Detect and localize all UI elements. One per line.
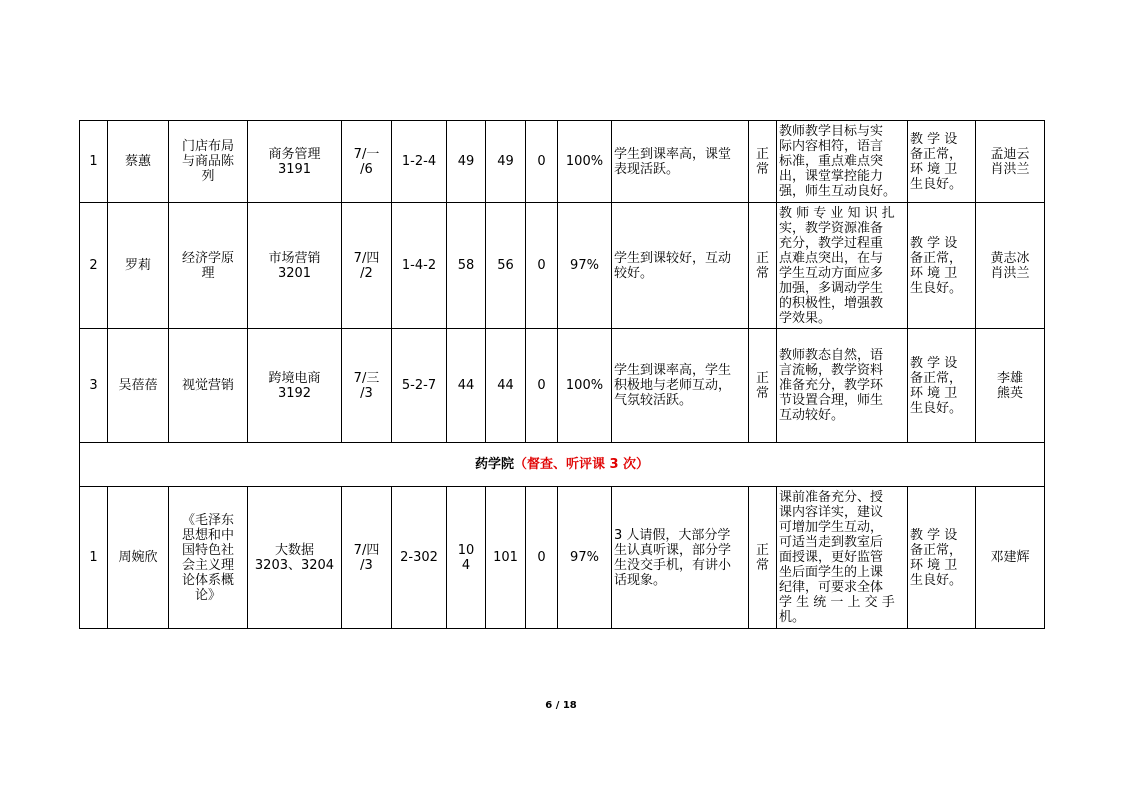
- classroom: 5-2-7: [392, 329, 447, 443]
- teaching-evaluation: 课前准备充分、授 课内容详实，建议 可增加学生互动， 可适当走到教室后 面授课，更好监管 坐后面学生的上课 纪律，可要求全体 学 生 统 一 上 交 手 机。: [777, 487, 908, 629]
- class-status: 正常: [755, 250, 769, 281]
- teacher-name: 罗莉: [108, 203, 169, 329]
- class-status-cell: [749, 329, 777, 443]
- row-number: 1: [80, 487, 108, 629]
- absent-count: 0: [526, 329, 558, 443]
- classroom: 2-302: [392, 487, 447, 629]
- inspector-names: 黄志冰 肖洪兰: [976, 203, 1045, 329]
- row-number: 2: [80, 203, 108, 329]
- class-time: 7/四 /2: [342, 203, 392, 329]
- environment-status: 教 学 设 备正常， 环 境 卫 生良好。: [908, 487, 976, 629]
- inspector-names: 孟迪云 肖洪兰: [976, 121, 1045, 203]
- class-time: 7/三 /3: [342, 329, 392, 443]
- environment-status: 教 学 设 备正常， 环 境 卫 生良好。: [908, 329, 976, 443]
- teaching-evaluation: 教师教学目标与实 际内容相符，语言 标准，重点难点突 出，课堂掌控能力 强，师生互动良好。: [777, 121, 908, 203]
- class-name: 市场营销 3201: [248, 203, 342, 329]
- attendance-rate: 100%: [558, 121, 612, 203]
- attendance-rate: 97%: [558, 203, 612, 329]
- class-time: 7/一 /6: [342, 121, 392, 203]
- course-name: 经济学原 理: [169, 203, 248, 329]
- classroom: 1-2-4: [392, 121, 447, 203]
- class-status-cell: [749, 487, 777, 629]
- inspector-names: 邓建辉: [976, 487, 1045, 629]
- class-time: 7/四 /3: [342, 487, 392, 629]
- environment-status: 教 学 设 备正常， 环 境 卫 生良好。: [908, 121, 976, 203]
- class-status-cell: [749, 203, 777, 329]
- section-note: （督查、听评课 3 次）: [513, 457, 650, 472]
- environment-status: 教 学 设 备正常， 环 境 卫 生良好。: [908, 203, 976, 329]
- actual-count: 101: [486, 487, 526, 629]
- class-name: 大数据 3203、3204: [248, 487, 342, 629]
- teacher-name: 吴蓓蓓: [108, 329, 169, 443]
- class-status-cell: [749, 121, 777, 203]
- absent-count: 0: [526, 203, 558, 329]
- study-situation: 3 人请假，大部分学 生认真听课，部分学 生没交手机，有讲小 话现象。: [612, 487, 749, 629]
- classroom: 1-4-2: [392, 203, 447, 329]
- actual-count: 49: [486, 121, 526, 203]
- inspection-table: [79, 120, 1045, 629]
- expected-count: 10 4: [447, 487, 486, 629]
- course-name: 门店布局 与商品陈 列: [169, 121, 248, 203]
- class-name: 商务管理 3191: [248, 121, 342, 203]
- course-name: 视觉营销: [169, 329, 248, 443]
- class-status: 正常: [755, 542, 769, 573]
- table-row: [80, 203, 1045, 329]
- teacher-name: 周婉欣: [108, 487, 169, 629]
- expected-count: 58: [447, 203, 486, 329]
- row-number: 3: [80, 329, 108, 443]
- actual-count: 44: [486, 329, 526, 443]
- absent-count: 0: [526, 487, 558, 629]
- teaching-evaluation: 教师教态自然，语 言流畅，教学资料 准备充分，教学环 节设置合理，师生 互动较好。: [777, 329, 908, 443]
- table-row: [80, 487, 1045, 629]
- attendance-rate: 97%: [558, 487, 612, 629]
- teacher-name: 蔡蕙: [108, 121, 169, 203]
- table-row: [80, 121, 1045, 203]
- expected-count: 44: [447, 329, 486, 443]
- study-situation: 学生到课率高，学生 积极地与老师互动， 气氛较活跃。: [612, 329, 749, 443]
- expected-count: 49: [447, 121, 486, 203]
- section-name: 药学院: [474, 457, 514, 472]
- absent-count: 0: [526, 121, 558, 203]
- course-name: 《毛泽东 思想和中 国特色社 会主义理 论体系概 论》: [169, 487, 248, 629]
- class-name: 跨境电商 3192: [248, 329, 342, 443]
- study-situation: 学生到课较好，互动 较好。: [612, 203, 749, 329]
- actual-count: 56: [486, 203, 526, 329]
- section-header: [80, 443, 1045, 487]
- attendance-rate: 100%: [558, 329, 612, 443]
- table-row: [80, 329, 1045, 443]
- class-status: 正常: [755, 370, 769, 401]
- inspector-names: 李雄 熊英: [976, 329, 1045, 443]
- page-number: 6 / 18: [545, 700, 577, 711]
- class-status: 正常: [755, 146, 769, 177]
- row-number: 1: [80, 121, 108, 203]
- section-header-row: [80, 443, 1045, 487]
- teaching-evaluation: 教 师 专 业 知 识 扎 实，教学资源准备 充分，教学过程重 点难点突出，在与 学生互动方面应多 加强，多调动学生 的积极性，增强教 学效果。: [777, 203, 908, 329]
- study-situation: 学生到课率高，课堂 表现活跃。: [612, 121, 749, 203]
